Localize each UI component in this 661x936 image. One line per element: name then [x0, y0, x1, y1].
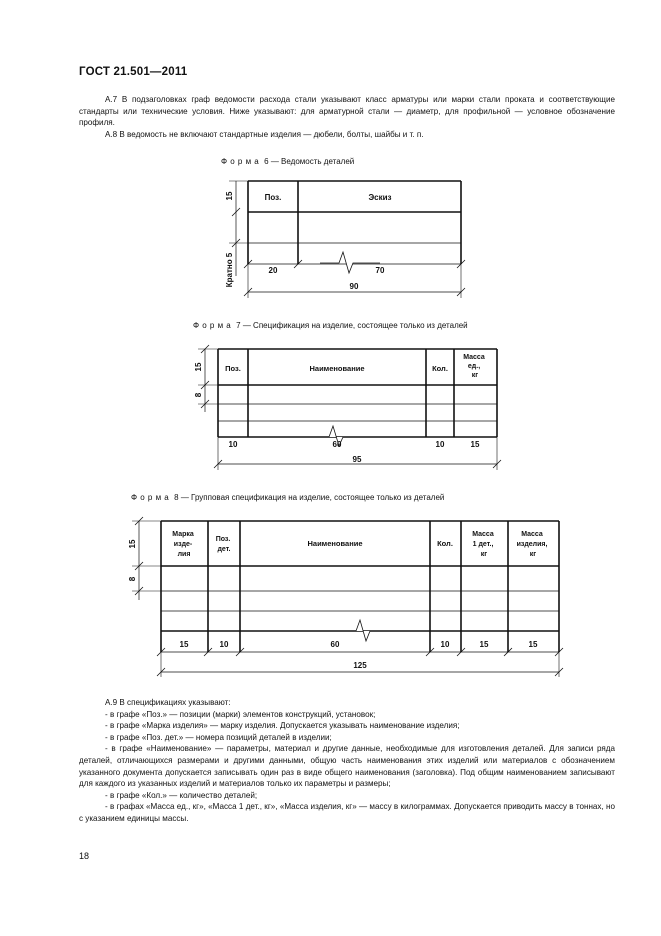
form8-dim-col5: 15 — [479, 640, 489, 649]
section-a9 — [79, 697, 615, 825]
form7-dim-header-h: 15 — [194, 362, 203, 372]
document-header: ГОСТ 21.501—2011 — [79, 66, 188, 78]
form6-dim-header-h: 15 — [225, 191, 234, 201]
form7-dim-col2: 60 — [332, 440, 342, 449]
form8-col-name: Наименование — [307, 539, 363, 548]
form7-col-mass-l3: кг — [471, 372, 479, 379]
a9-lead: А.9 В спецификациях указывают: — [105, 698, 231, 707]
form7-dim-total: 95 — [352, 455, 362, 464]
form8-dim-row-h: 8 — [128, 576, 137, 582]
form7-col-name: Наименование — [309, 364, 365, 373]
form7-caption-text: 7 — Спецификация на изделие, состоящее только из деталей — [233, 321, 468, 330]
a9-item-qty: - в графе «Кол.» — количество деталей; — [105, 790, 258, 800]
form7-dim-col3: 10 — [435, 440, 445, 449]
a9-item-posdet: - в графе «Поз. дет.» — номера позиций деталей в изделии; — [105, 732, 332, 742]
form8-col-mass-det-l3: кг — [480, 551, 488, 558]
form6-dim-row-h: Кратно 5 — [225, 252, 234, 288]
form8-col-posdet — [216, 536, 233, 553]
form8-col-mass-det — [472, 531, 496, 558]
form8-dim-col1: 15 — [179, 640, 189, 649]
form8-dim-col6: 15 — [528, 640, 538, 649]
form8-col-mass-item-l1: Масса — [521, 531, 543, 538]
page-number: 18 — [79, 851, 90, 861]
form7-col-mass-l2: ед., — [467, 363, 481, 370]
form8-col-mark-l3: лия — [177, 551, 191, 558]
form7-col-mass — [463, 354, 487, 379]
form8-col-mark-l1: Марка — [172, 531, 194, 538]
paragraph-a8: А.8 В ведомость не включают стандартные изделия — дюбели, болты, шайбы и т. п. — [105, 130, 424, 139]
form7-col-pos: Поз. — [225, 364, 241, 373]
form8-col-mass-det-l1: Масса — [472, 531, 494, 538]
form7-caption-word: Форма — [193, 321, 234, 330]
form8-col-mass-item-l2: изделия, — [516, 541, 548, 548]
form8-caption — [131, 493, 444, 502]
form8-col-mark-l2: изде- — [173, 541, 193, 548]
paragraph-a7: А.7 В подзаголовках граф ведомости расхода стали указывают класс арматуры или марки стали проката и соответствующие стандарты или технические условия. Ниже указывают: для арматурной стали — диаметр, для профильной — условное обозначение профиля. — [79, 95, 615, 128]
form7-col-qty: Кол. — [432, 364, 448, 373]
form8-caption-text: 8 — Групповая спецификация на изделие, состоящее только из деталей — [171, 493, 445, 502]
form8-caption-word: Форма — [131, 493, 172, 502]
form8-dim-col3: 60 — [330, 640, 340, 649]
form7-caption — [193, 321, 468, 330]
form6-dim-total: 90 — [349, 282, 359, 291]
form8-dim-col2: 10 — [219, 640, 229, 649]
form6-col-pos: Поз. — [264, 193, 282, 202]
form8-dim-col4: 10 — [440, 640, 450, 649]
form8-dim-total: 125 — [353, 661, 367, 670]
a9-item-pos: - в графе «Поз.» — позиции (марки) элементов конструкций, установок; — [105, 709, 376, 719]
form7-dim-row-h: 8 — [194, 392, 203, 398]
a9-item-name: - в графе «Наименование» — параметры, материал и другие данные, необходимые для изготовления деталей. Для записи ряда деталей, отличающихся размерами и другими данными, общую часть наименования этих изделий или материалов с обозначением указанного документа допускается записывать один раз в виде общего наименования (заголовка). Под общим наименованием записывают для каждого из указанных изделий и материалов только их параметры и размеры; — [79, 744, 615, 789]
form8-col-mass-det-l2: 1 дет., — [472, 541, 494, 548]
form7-col-mass-l1: Масса — [463, 354, 485, 361]
form6-col-sketch: Эскиз — [368, 193, 392, 202]
form6-caption-text: 6 — Ведомость деталей — [261, 157, 355, 166]
form6-dim-col1: 20 — [268, 266, 278, 275]
form8-dim-header-h: 15 — [128, 539, 137, 549]
a9-item-mass: - в графах «Масса ед., кг», «Масса 1 дет., кг», «Масса изделия, кг» — массу в килограммах. Допускается приводить массу в тоннах, но с указанием единицы массы. — [79, 802, 615, 823]
form8-col-mark — [172, 531, 195, 558]
form8-col-mass-item-l3: кг — [529, 551, 537, 558]
form8-col-posdet-l1: Поз. — [215, 536, 231, 543]
form7-dim-col4: 15 — [470, 440, 480, 449]
form8-col-mass-item — [517, 531, 550, 558]
a9-item-mark: - в графе «Марка изделия» — марку изделия. Допускается указывать наименование изделия; — [105, 721, 460, 731]
form6-dim-col2: 70 — [375, 266, 385, 275]
form8-col-qty: Кол. — [437, 539, 453, 548]
form7-dim-col1: 10 — [228, 440, 238, 449]
form6-caption-word: Форма — [221, 157, 262, 166]
form8-col-posdet-l2: дет. — [217, 546, 231, 553]
